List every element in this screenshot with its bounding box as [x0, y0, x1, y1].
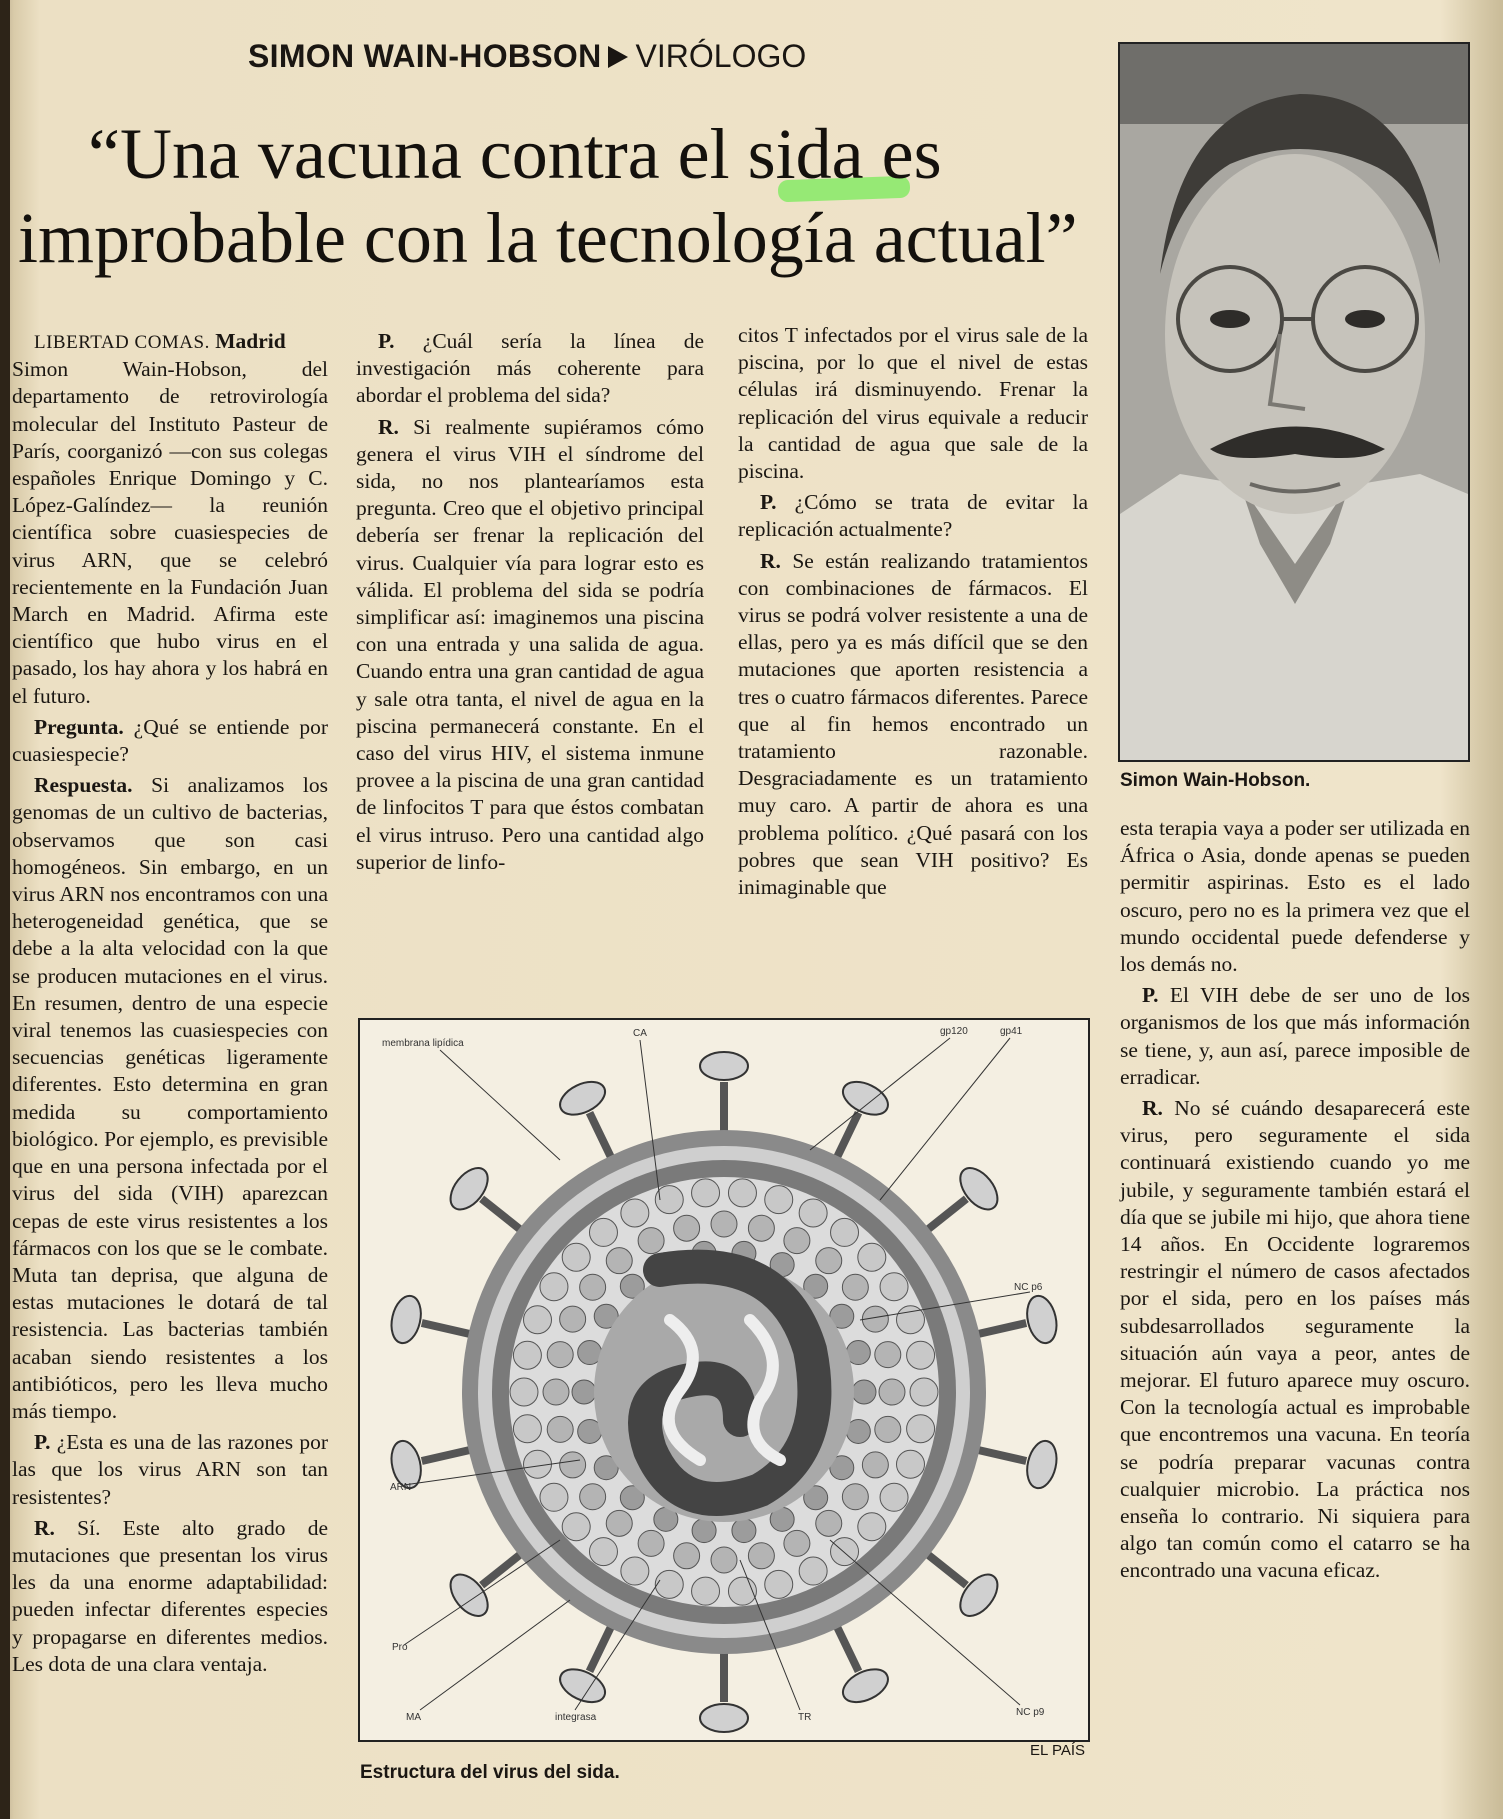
capsid-sphere	[562, 1513, 590, 1541]
headline-line-1: “Una vacuna contra el sida es	[88, 114, 942, 194]
label-arn: ARN	[390, 1482, 412, 1493]
capsid-sphere	[580, 1484, 606, 1510]
triangle-icon	[608, 46, 628, 68]
capsid-sphere	[896, 1450, 924, 1478]
answer-1	[12, 772, 328, 1425]
page-edge	[0, 0, 10, 1819]
figure-caption: Estructura del virus del sida.	[360, 1762, 620, 1783]
capsid-sphere	[606, 1510, 632, 1536]
spike-stem	[835, 1622, 859, 1672]
headline-line-2: improbable con la tecnología actual”	[18, 198, 1078, 278]
figure-credit: EL PAÍS	[1030, 1742, 1086, 1759]
portrait-photo	[1118, 42, 1470, 762]
spike-knob	[700, 1704, 748, 1732]
virus-diagram	[358, 1018, 1090, 1742]
spike-stem	[973, 1449, 1027, 1461]
answer-label: R.	[760, 548, 781, 573]
intro-paragraph: Simon Wain-Hobson, del departamento de retrovirología molecular del Instituto Pasteur de París, coorganizó —con sus colegas españoles Enrique Domingo y C. López-Galíndez— la reunión científica sobre cuasiespecies de virus ARN, que se celebró recientemente en la Fundación Juan March en Madrid. Afirma este científico que hubo virus en el pasado, los hay ahora y los habrá en el futuro.	[12, 357, 328, 708]
continued-paragraph: esta terapia vaya a poder ser utilizada en África o Asia, donde apenas se pueden permitir aspirinas. Esto es el lado oscuro, pero no es la primera vez que el mundo occidental puede defenderse y los demás no.	[1120, 816, 1470, 977]
photo-caption: Simon Wain-Hobson.	[1120, 770, 1311, 791]
capsid-sphere	[560, 1306, 586, 1332]
question-label: P.	[1142, 983, 1159, 1008]
capsid-sphere	[692, 1519, 716, 1543]
capsid-sphere	[621, 1557, 649, 1585]
byline	[12, 328, 328, 356]
capsid-sphere	[513, 1341, 541, 1369]
question-label: P.	[34, 1430, 51, 1455]
label-tr: TR	[798, 1712, 812, 1723]
answer-text: Se están realizando tratamientos con combinaciones de fármacos. El virus se podrá volver resistente a una de ellas, pero ya es más difícil que se den mutaciones que aporten resistencia a tres o cuatro fármacos diferentes. Parece que al fin hemos encontrado un tratamiento razonable. Desgraciadamente es un tratamiento muy caro. A partir de ahora es una problema político. ¿Qué pasará con los pobres que sean VIH positivo? Es inimaginable que	[738, 548, 1088, 900]
virus-structure-illustration	[360, 1020, 1088, 1740]
question-text: ¿Qué se entiende por cuasiespecie?	[12, 714, 329, 767]
spike-stem	[973, 1323, 1027, 1335]
capsid-sphere	[711, 1547, 737, 1573]
continued-paragraph: citos T infectados por el virus sale de la piscina, por lo que el nivel de estas células irá disminuyendo. Frenar la replicación del virus equivale a reducir la cantidad de agua que sale de la piscina.	[738, 323, 1088, 484]
capsid-sphere	[842, 1274, 868, 1300]
capsid-sphere	[510, 1378, 538, 1406]
answer-label: R.	[1142, 1096, 1163, 1121]
answer-2	[12, 1515, 328, 1678]
spike-knob	[700, 1052, 748, 1080]
capsid-sphere	[816, 1248, 842, 1274]
capsid-sphere	[880, 1483, 908, 1511]
capsid-sphere	[816, 1510, 842, 1536]
spike-stem	[923, 1199, 966, 1233]
question-2	[12, 1429, 328, 1511]
spike-stem	[422, 1449, 476, 1461]
spike-stem	[589, 1622, 613, 1672]
answer-label: R.	[34, 1515, 55, 1540]
answer-text: No sé cuándo desaparecerá este virus, pero seguramente el sida continuará existiendo cuando yo me jubile, y seguramente también estará el día que se jubile mi hijo, que ahora tiene 14 años. En Occidente lograremos restringir el número de casos afectados por el sida, pero en los países más subdesarrollados seguramente la situación aún vaya a peor, antes de mejorar. El futuro aparece muy oscuro. Con la tecnología actual es improbable que encontremos una vacuna. En teoría se podría preparar vacunas contra cualquier microbio. La práctica nos enseña lo contrario. Ni siquiera para algo tan común como el catarro se ha encontrado una vacuna eficaz.	[1120, 1096, 1470, 1583]
label-pro: Pro	[392, 1642, 408, 1653]
label-nc-p9: NC p9	[1016, 1707, 1045, 1718]
answer-label: R.	[378, 414, 399, 439]
capsid-sphere	[765, 1570, 793, 1598]
label-ca: CA	[633, 1028, 647, 1039]
kicker-role: VIRÓLOGO	[635, 38, 807, 74]
question-label: P.	[760, 490, 777, 515]
capsid-sphere	[711, 1211, 737, 1237]
capsid-sphere	[784, 1228, 810, 1254]
question-text: El VIH debe de ser uno de los organismos de los que más información se tiene, y, aun así, parece imposible de erradicar.	[1120, 983, 1471, 1089]
capsid-sphere	[799, 1199, 827, 1227]
capsid-sphere	[621, 1199, 649, 1227]
label-ma: MA	[406, 1712, 421, 1723]
capsid-sphere	[907, 1415, 935, 1443]
question-text: ¿Cómo se trata de evitar la replicación actualmente?	[738, 490, 1089, 542]
article-column-2	[356, 328, 704, 876]
question-1	[12, 714, 328, 768]
capsid-sphere	[560, 1452, 586, 1478]
capsid-sphere	[638, 1530, 664, 1556]
headline	[18, 112, 1098, 280]
capsid-sphere	[513, 1415, 541, 1443]
capsid-sphere	[540, 1483, 568, 1511]
capsid-sphere	[540, 1273, 568, 1301]
capsid-sphere	[842, 1484, 868, 1510]
capsid-sphere	[674, 1215, 700, 1241]
answer-text: Si analizamos los genomas de un cultivo de bacterias, observamos que son casi homogéneos. Sin embargo, en un virus ARN nos encontramos con una heterogeneidad genética, que se debe a la alta velocidad con la que se producen mutaciones en el virus. En resumen, dentro de una especie viral tenemos las cuasiespecies con secuencias genéticas ligeramente diferentes. Esto determina en gran medida su comportamiento biológico. Por ejemplo, es previsible que en una persona infectada por el virus del sida (VIH) aparezcan cepas de este virus resistentes a los fármacos con los que se le combate. Muta tan deprisa, que alguna de estas mutaciones le dotará de tal resistencia. Las bacterias también acaban siendo resistentes a los antibióticos, pero les lleva mucho más tiempo.	[12, 773, 328, 1423]
spike-knob	[387, 1293, 425, 1346]
article-column-4	[1120, 815, 1470, 1585]
kicker-name: SIMON WAIN-HOBSON	[248, 38, 602, 74]
article-column-1	[12, 328, 328, 1678]
byline-author: LIBERTAD COMAS.	[34, 332, 210, 353]
label-gp41: gp41	[1000, 1026, 1023, 1037]
capsid-sphere	[784, 1530, 810, 1556]
capsid-sphere	[580, 1274, 606, 1300]
capsid-sphere	[875, 1342, 901, 1368]
label-integrasa: integrasa	[555, 1712, 597, 1723]
answer-text: Sí. Este alto grado de mutaciones que presentan los virus les da una enorme adaptabilidad: pueden infectar diferentes especies y propagarse en diferentes medios. Les dota de una clara ventaja.	[12, 1515, 329, 1676]
label-nc-p6: NC p6	[1014, 1282, 1043, 1293]
capsid-sphere	[879, 1379, 905, 1405]
capsid-sphere	[858, 1513, 886, 1541]
capsid-sphere	[638, 1228, 664, 1254]
question-text: ¿Esta es una de las razones por las que los virus ARN son tan resistentes?	[12, 1430, 328, 1509]
capsid-sphere	[547, 1342, 573, 1368]
capsid-sphere	[862, 1452, 888, 1478]
spike-stem	[923, 1551, 966, 1585]
answer-4	[738, 548, 1088, 902]
spike-knob	[555, 1075, 610, 1121]
question-5	[1120, 982, 1470, 1091]
capsid-sphere	[572, 1380, 596, 1404]
capsid-sphere	[799, 1557, 827, 1585]
capsid-sphere	[831, 1218, 859, 1246]
capsid-sphere	[692, 1577, 720, 1605]
spike-stem	[422, 1323, 476, 1335]
capsid-sphere	[748, 1543, 774, 1569]
question-text: ¿Cuál sería la línea de investigación más coherente para abordar el problema del sida?	[356, 329, 705, 408]
capsid-sphere	[589, 1538, 617, 1566]
spike-knob	[1023, 1438, 1061, 1491]
capsid-sphere	[880, 1273, 908, 1301]
article-column-3	[738, 322, 1088, 901]
capsid-sphere	[524, 1306, 552, 1334]
capsid-sphere	[692, 1179, 720, 1207]
spike-knob	[838, 1663, 893, 1709]
capsid-sphere	[907, 1341, 935, 1369]
question-label: P.	[378, 329, 395, 353]
question-label: Pregunta.	[34, 714, 124, 739]
question-3	[356, 328, 704, 410]
capsid-sphere	[606, 1248, 632, 1274]
question-4	[738, 489, 1088, 543]
capsid-sphere	[732, 1519, 756, 1543]
capsid-sphere	[852, 1380, 876, 1404]
capsid-sphere	[858, 1243, 886, 1271]
capsid-sphere	[765, 1186, 793, 1214]
answer-5	[1120, 1095, 1470, 1585]
answer-text: Si realmente supiéramos cómo genera el virus VIH el síndrome del sida, no nos plantearíamos esta pregunta. Creo que el objetivo principal debería ser frenar la replicación del virus. Cualquier vía para lograr esto es válida. El problema del sida se podría simplificar así: imaginemos una piscina con una entrada y una salida de agua. Cuando entra una gran cantidad de agua y sale otra tanta, el nivel de agua en la piscina permanecerá constante. En el caso del virus HIV, el sistema inmune provee a la piscina de una gran cantidad de linfocitos T para que éstos combatan el virus intruso. Pero una cantidad algo superior de linfo-	[356, 414, 705, 874]
label-gp120: gp120	[940, 1026, 968, 1037]
spike-stem	[482, 1199, 525, 1233]
byline-place: Madrid	[215, 329, 286, 353]
spike-knob	[838, 1075, 893, 1121]
capsid-sphere	[910, 1378, 938, 1406]
capsid-sphere	[875, 1416, 901, 1442]
spike-stem	[589, 1113, 613, 1163]
answer-label: Respuesta.	[34, 773, 133, 798]
portrait-illustration	[1120, 44, 1468, 760]
capsid-sphere	[562, 1243, 590, 1271]
kicker	[248, 38, 806, 75]
capsid-sphere	[543, 1379, 569, 1405]
answer-3	[356, 414, 704, 876]
capsid-sphere	[728, 1179, 756, 1207]
spike-knob	[1023, 1293, 1061, 1346]
capsid-sphere	[674, 1543, 700, 1569]
capsid-sphere	[655, 1570, 683, 1598]
capsid-sphere	[547, 1416, 573, 1442]
capsid-sphere	[589, 1218, 617, 1246]
capsid-sphere	[748, 1215, 774, 1241]
label-membrane: membrana lipídica	[382, 1038, 464, 1049]
